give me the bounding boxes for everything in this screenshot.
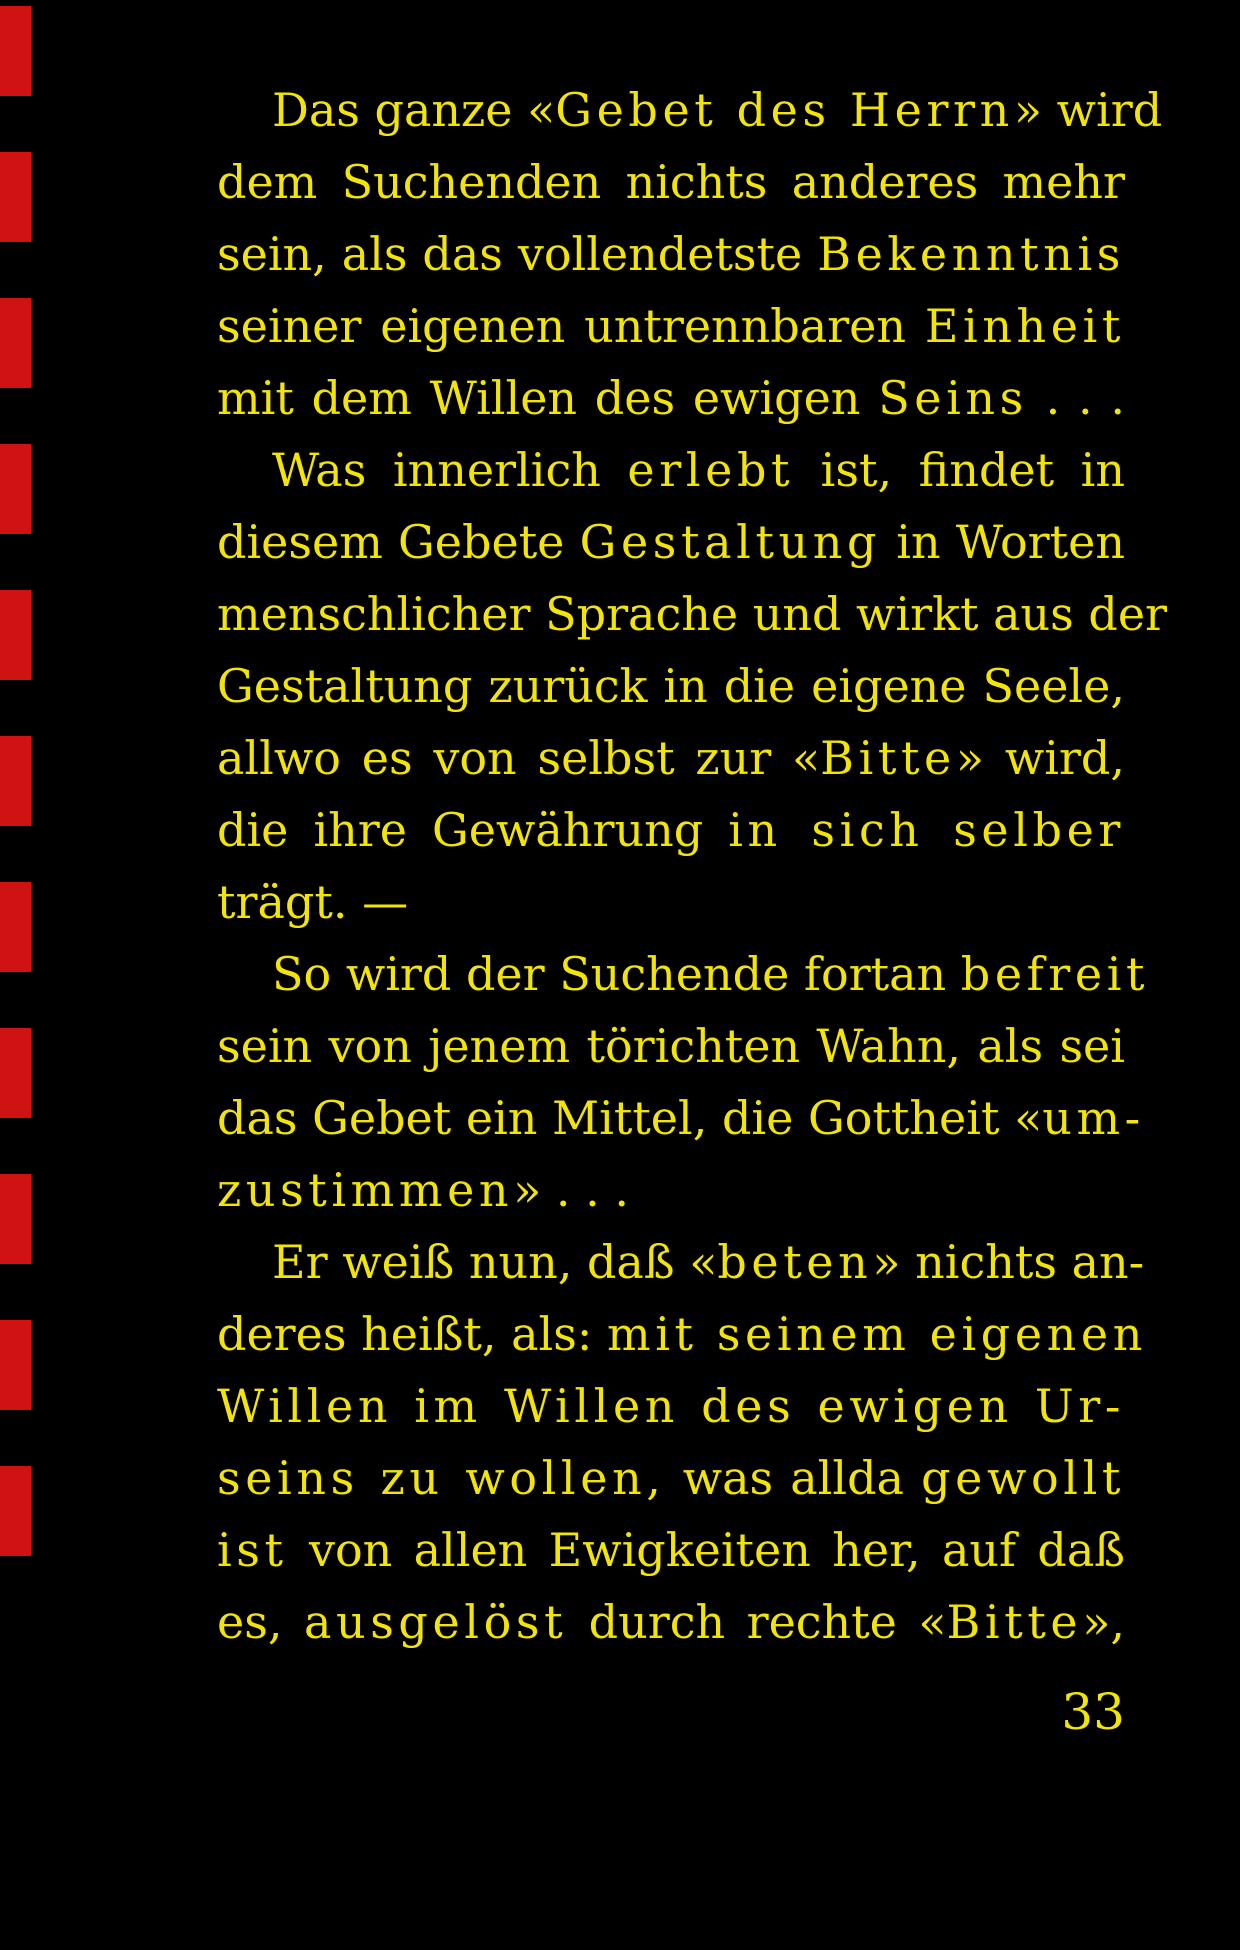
body-text: Gestaltung zurück in die eigene Seele, — [217, 659, 1125, 713]
emphasized-text: zustimmen — [217, 1163, 514, 1217]
body-text: ist, findet in — [794, 443, 1126, 497]
text-line — [217, 794, 1125, 866]
text-line — [217, 722, 1125, 794]
body-text: » wird, — [955, 731, 1125, 785]
emphasized-text: gewollt — [921, 1451, 1125, 1505]
text-line — [217, 1514, 1125, 1586]
body-text: dem Suchenden nichts anderes mehr — [217, 155, 1125, 209]
body-text: mit dem Willen des ewigen — [217, 371, 879, 425]
body-text: Er weiß nun, daß « — [272, 1235, 718, 1289]
text-line — [217, 146, 1125, 218]
body-text: es, — [217, 1595, 304, 1649]
emphasized-text: Seins — [878, 371, 1028, 425]
body-text: deres heißt, als: — [217, 1307, 607, 1361]
emphasized-text: mit seinem eigenen — [607, 1307, 1147, 1361]
film-edge-marks — [0, 6, 31, 1558]
emphasized-text: Bekenntnis — [817, 227, 1125, 281]
emphasized-text: ist — [217, 1523, 288, 1577]
text-line — [217, 218, 1125, 290]
emphasized-text: Einheit — [924, 299, 1125, 353]
text-line — [217, 1082, 1145, 1154]
text-block — [217, 74, 1168, 1658]
emphasized-text: in sich selber — [728, 803, 1125, 857]
text-line — [217, 938, 1150, 1010]
emphasized-text: erlebt — [627, 443, 795, 497]
body-text: » wird — [1013, 83, 1163, 137]
text-line — [217, 434, 1125, 506]
text-line — [217, 1586, 1125, 1658]
body-text: Das ganze « — [272, 83, 556, 137]
text-line — [217, 506, 1125, 578]
body-text: in Worten — [881, 515, 1125, 569]
body-text: von allen Ewigkeiten her, auf daß — [287, 1523, 1125, 1577]
text-line — [217, 866, 1125, 938]
body-text: sein von jenem törichten Wahn, als sei — [217, 1019, 1125, 1073]
emphasized-text: ausgelöst — [303, 1595, 568, 1649]
body-text: sein, als das vollendetste — [217, 227, 818, 281]
text-line — [217, 74, 1163, 146]
text-line — [217, 1154, 1125, 1226]
body-text: », — [1082, 1595, 1125, 1649]
emphasized-text: Gestaltung — [579, 515, 882, 569]
body-text: Was innerlich — [272, 443, 628, 497]
emphasized-text: Bitte — [946, 1595, 1083, 1649]
body-text: seiner eigenen untrennbaren — [217, 299, 925, 353]
body-text: die ihre Gewährung — [217, 803, 729, 857]
text-line — [217, 1370, 1125, 1442]
body-text: diesem Gebete — [217, 515, 580, 569]
body-text: menschlicher Sprache und wirkt aus der — [217, 587, 1168, 641]
emphasized-text: seins zu wollen, — [217, 1451, 666, 1505]
emphasized-text: Gebet des Herrn — [555, 83, 1014, 137]
body-text: was allda — [665, 1451, 922, 1505]
body-text: trägt. — — [217, 875, 409, 929]
text-line — [217, 362, 1125, 434]
text-line — [217, 1010, 1125, 1082]
emphasized-text: Willen im Willen des ewigen Ur- — [217, 1379, 1125, 1433]
text-line — [217, 290, 1125, 362]
text-line — [217, 1442, 1125, 1514]
body-text: das Gebet ein Mittel, die Gottheit « — [217, 1091, 1043, 1145]
emphasized-text: befreit — [960, 947, 1150, 1001]
emphasized-text: Bitte — [820, 731, 956, 785]
body-text: . . . — [1027, 371, 1125, 425]
body-text: allwo es von selbst zur « — [217, 731, 821, 785]
text-line — [217, 578, 1168, 650]
body-text: durch rechte « — [567, 1595, 947, 1649]
text-line — [217, 1226, 1145, 1298]
emphasized-text: beten — [717, 1235, 873, 1289]
text-line — [217, 650, 1125, 722]
body-text: So wird der Suchende fortan — [272, 947, 961, 1001]
body-text: » nichts an- — [872, 1235, 1145, 1289]
body-text: » . . . — [513, 1163, 630, 1217]
text-line — [217, 1298, 1147, 1370]
page-number: 33 — [1061, 1683, 1125, 1741]
emphasized-text: um- — [1042, 1091, 1145, 1145]
